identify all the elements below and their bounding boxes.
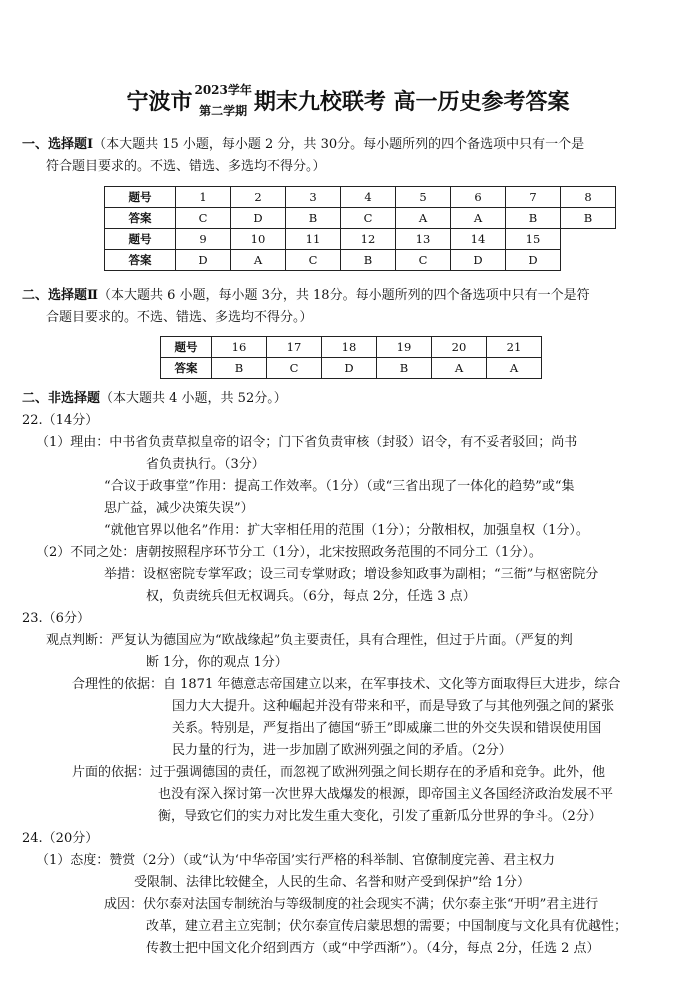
- table-header-cell: 答案: [161, 358, 212, 379]
- sec2-desc-2: 合题目要求的。不选、错选、多选均不得分。）: [46, 310, 313, 325]
- table-row: [105, 187, 616, 208]
- table-cell: C: [341, 208, 396, 229]
- table-cell: D: [322, 358, 377, 379]
- table-header-cell: 题号: [161, 337, 212, 358]
- sec3-desc: （本大题共 4 小题，共 52分。）: [100, 391, 287, 406]
- q23-line-5: 关系。特别是，严复指出了德国“骄王”即威廉二世的外交失误和错误使用国: [172, 721, 602, 736]
- table-row: [161, 337, 542, 358]
- q23-line-8: 也没有深入探讨第一次世界大战爆发的根源，即帝国主义各国经济政治发展不平: [158, 787, 614, 802]
- sec1-desc-1: （本大题共 15 小题，每小题 2 分，共 30分。每小题所列的四个备选项中只有一个是: [93, 137, 585, 152]
- sec2-intro: [22, 285, 684, 307]
- table-cell: 21: [487, 337, 542, 358]
- q23-line-3: 合理性的依据：自 1871 年德意志帝国建立以来，在军事技术、文化等方面取得巨大进步，综合: [72, 677, 621, 692]
- sec1-intro: [22, 134, 684, 156]
- table-cell: 2: [231, 187, 286, 208]
- table-header-cell: 答案: [105, 250, 176, 271]
- table-row: [105, 208, 616, 229]
- table-header-cell: 题号: [105, 229, 176, 250]
- table-cell: A: [396, 208, 451, 229]
- q22-line-8: 权，负责统兵但无权调兵。（6分，每点 2分，任选 3 点）: [146, 589, 476, 604]
- table-cell: A: [487, 358, 542, 379]
- q22-line-4: 思广益，减少决策失误”）: [104, 501, 254, 516]
- table-cell: B: [286, 208, 341, 229]
- table-cell: 3: [286, 187, 341, 208]
- table-cell: D: [506, 250, 561, 271]
- sec2-label: 二、选择题Ⅱ: [22, 288, 98, 303]
- q22-line-7: 举措：设枢密院专掌军政；设三司专掌财政；增设参知政事为副相；“三衙”与枢密院分: [104, 567, 599, 582]
- q23-head: 23.（6分）: [22, 611, 90, 626]
- table-cell: C: [267, 358, 322, 379]
- q22-line-6: （2）不同之处：唐朝按照程序环节分工（1分），北宋按照政务范围的不同分工（1分）。: [36, 545, 542, 560]
- table-cell: C: [176, 208, 231, 229]
- table-row: [161, 358, 542, 379]
- title-prefix: 宁波市: [126, 89, 193, 115]
- q22-line-1: （1）理由：中书省负责草拟皇帝的诏令；门下省负责审核（封驳）诏令，有不妥者驳回；尚书: [36, 435, 578, 450]
- table-cell: 19: [377, 337, 432, 358]
- q22-line-5: “就他官界以他名”作用：扩大宰相任用的范围（1分）；分散相权，加强皇权（1分）。: [104, 523, 589, 538]
- page-title: [0, 84, 696, 117]
- table-cell: A: [432, 358, 487, 379]
- sec3-label: 二、非选择题: [22, 391, 101, 406]
- q23-line-7: 片面的依据：过于强调德国的责任，而忽视了欧洲列强之间长期存在的矛盾和竞争。此外，他: [72, 765, 606, 780]
- table-cell: D: [231, 208, 286, 229]
- q23-line-4: 国力大大提升。这种崛起并没有带来和平，而是导致了与其他列强之间的紧张: [172, 699, 615, 714]
- table-cell: C: [286, 250, 341, 271]
- table-cell: B: [212, 358, 267, 379]
- table-cell: 10: [231, 229, 286, 250]
- table-cell: 9: [176, 229, 231, 250]
- q24-line-3: 成因：伏尔泰对法国专制统治与等级制度的社会现实不满；伏尔泰主张“开明”君主进行: [104, 897, 599, 912]
- table-cell: 8: [561, 187, 616, 208]
- table-cell: 4: [341, 187, 396, 208]
- table-cell: B: [506, 208, 561, 229]
- table-cell: 16: [212, 337, 267, 358]
- table-cell: 12: [341, 229, 396, 250]
- q24-line-2: 受限制、法律比较健全，人民的生命、名誉和财产受到保护”给 1分）: [134, 875, 531, 890]
- table-empty-cell: [561, 250, 616, 271]
- table-header-cell: 答案: [105, 208, 176, 229]
- q22-line-3: “合议于政事堂”作用：提高工作效率。（1分）（或“三省出现了一体化的趋势”或“集: [104, 479, 575, 494]
- sec2-desc-1: （本大题共 6 小题，每小题 3分，共 18分。每小题所列的四个备选项中只有一个是符: [97, 288, 590, 303]
- table-cell: 13: [396, 229, 451, 250]
- title-term: 第二学期: [199, 104, 248, 118]
- sec1-desc-2: 符合题目要求的。不选、错选、多选均不得分。）: [46, 159, 326, 174]
- table-cell: 7: [506, 187, 561, 208]
- q23-line-2: 断 1分，你的观点 1分）: [146, 655, 288, 670]
- table-header-cell: 题号: [105, 187, 176, 208]
- table-cell: C: [396, 250, 451, 271]
- table-cell: 17: [267, 337, 322, 358]
- q23-line-9: 衡，导致它们的实力对比发生重大变化，引发了重新瓜分世界的争斗。（2分）: [158, 809, 602, 824]
- table-cell: A: [451, 208, 506, 229]
- table-cell: D: [176, 250, 231, 271]
- table-cell: 20: [432, 337, 487, 358]
- table-cell: 18: [322, 337, 377, 358]
- table-cell: 11: [286, 229, 341, 250]
- q24-line-1: （1）态度：赞赏（2分）（或“认为‘中华帝国’实行严格的科举制、官僚制度完善、君主权力: [36, 853, 555, 868]
- sec1-label: 一、选择题Ⅰ: [22, 137, 94, 152]
- table-empty-cell: [561, 229, 616, 250]
- table-cell: B: [561, 208, 616, 229]
- table-cell: 15: [506, 229, 561, 250]
- table-cell: 6: [451, 187, 506, 208]
- table-cell: A: [231, 250, 286, 271]
- q24-line-5: 传教士把中国文化介绍到西方（或“中学西渐”）。（4分，每点 2分，任选 2 点）: [146, 941, 600, 956]
- table-cell: 14: [451, 229, 506, 250]
- q23-line-1: 观点判断：严复认为德国应为“欧战缘起”负主要责任，具有合理性，但过于片面。（严复的判: [46, 633, 573, 648]
- table-cell: D: [451, 250, 506, 271]
- title-year: 2023学年: [194, 83, 252, 97]
- table-cell: 1: [176, 187, 231, 208]
- sec3-intro: [22, 388, 684, 410]
- table-row: [105, 250, 616, 271]
- table-cell: B: [377, 358, 432, 379]
- q24-line-4: 改革，建立君主立宪制；伏尔泰宣传启蒙思想的需要；中国制度与文化具有优越性；: [146, 919, 628, 934]
- q22-head: 22.（14分）: [22, 413, 99, 428]
- table-row: [105, 229, 616, 250]
- q23-line-6: 民力量的行为，进一步加剧了欧洲列强之间的矛盾。（2分）: [172, 743, 512, 758]
- table-cell: 5: [396, 187, 451, 208]
- table-cell: B: [341, 250, 396, 271]
- sec2-answer-table: [160, 336, 542, 379]
- title-suffix: 期末九校联考 高一历史参考答案: [253, 89, 570, 115]
- q22-line-2: 省负责执行。（3分）: [146, 457, 265, 472]
- title-term-stack: [194, 84, 251, 117]
- q24-head: 24.（20分）: [22, 831, 99, 846]
- sec1-answer-table: [104, 186, 616, 271]
